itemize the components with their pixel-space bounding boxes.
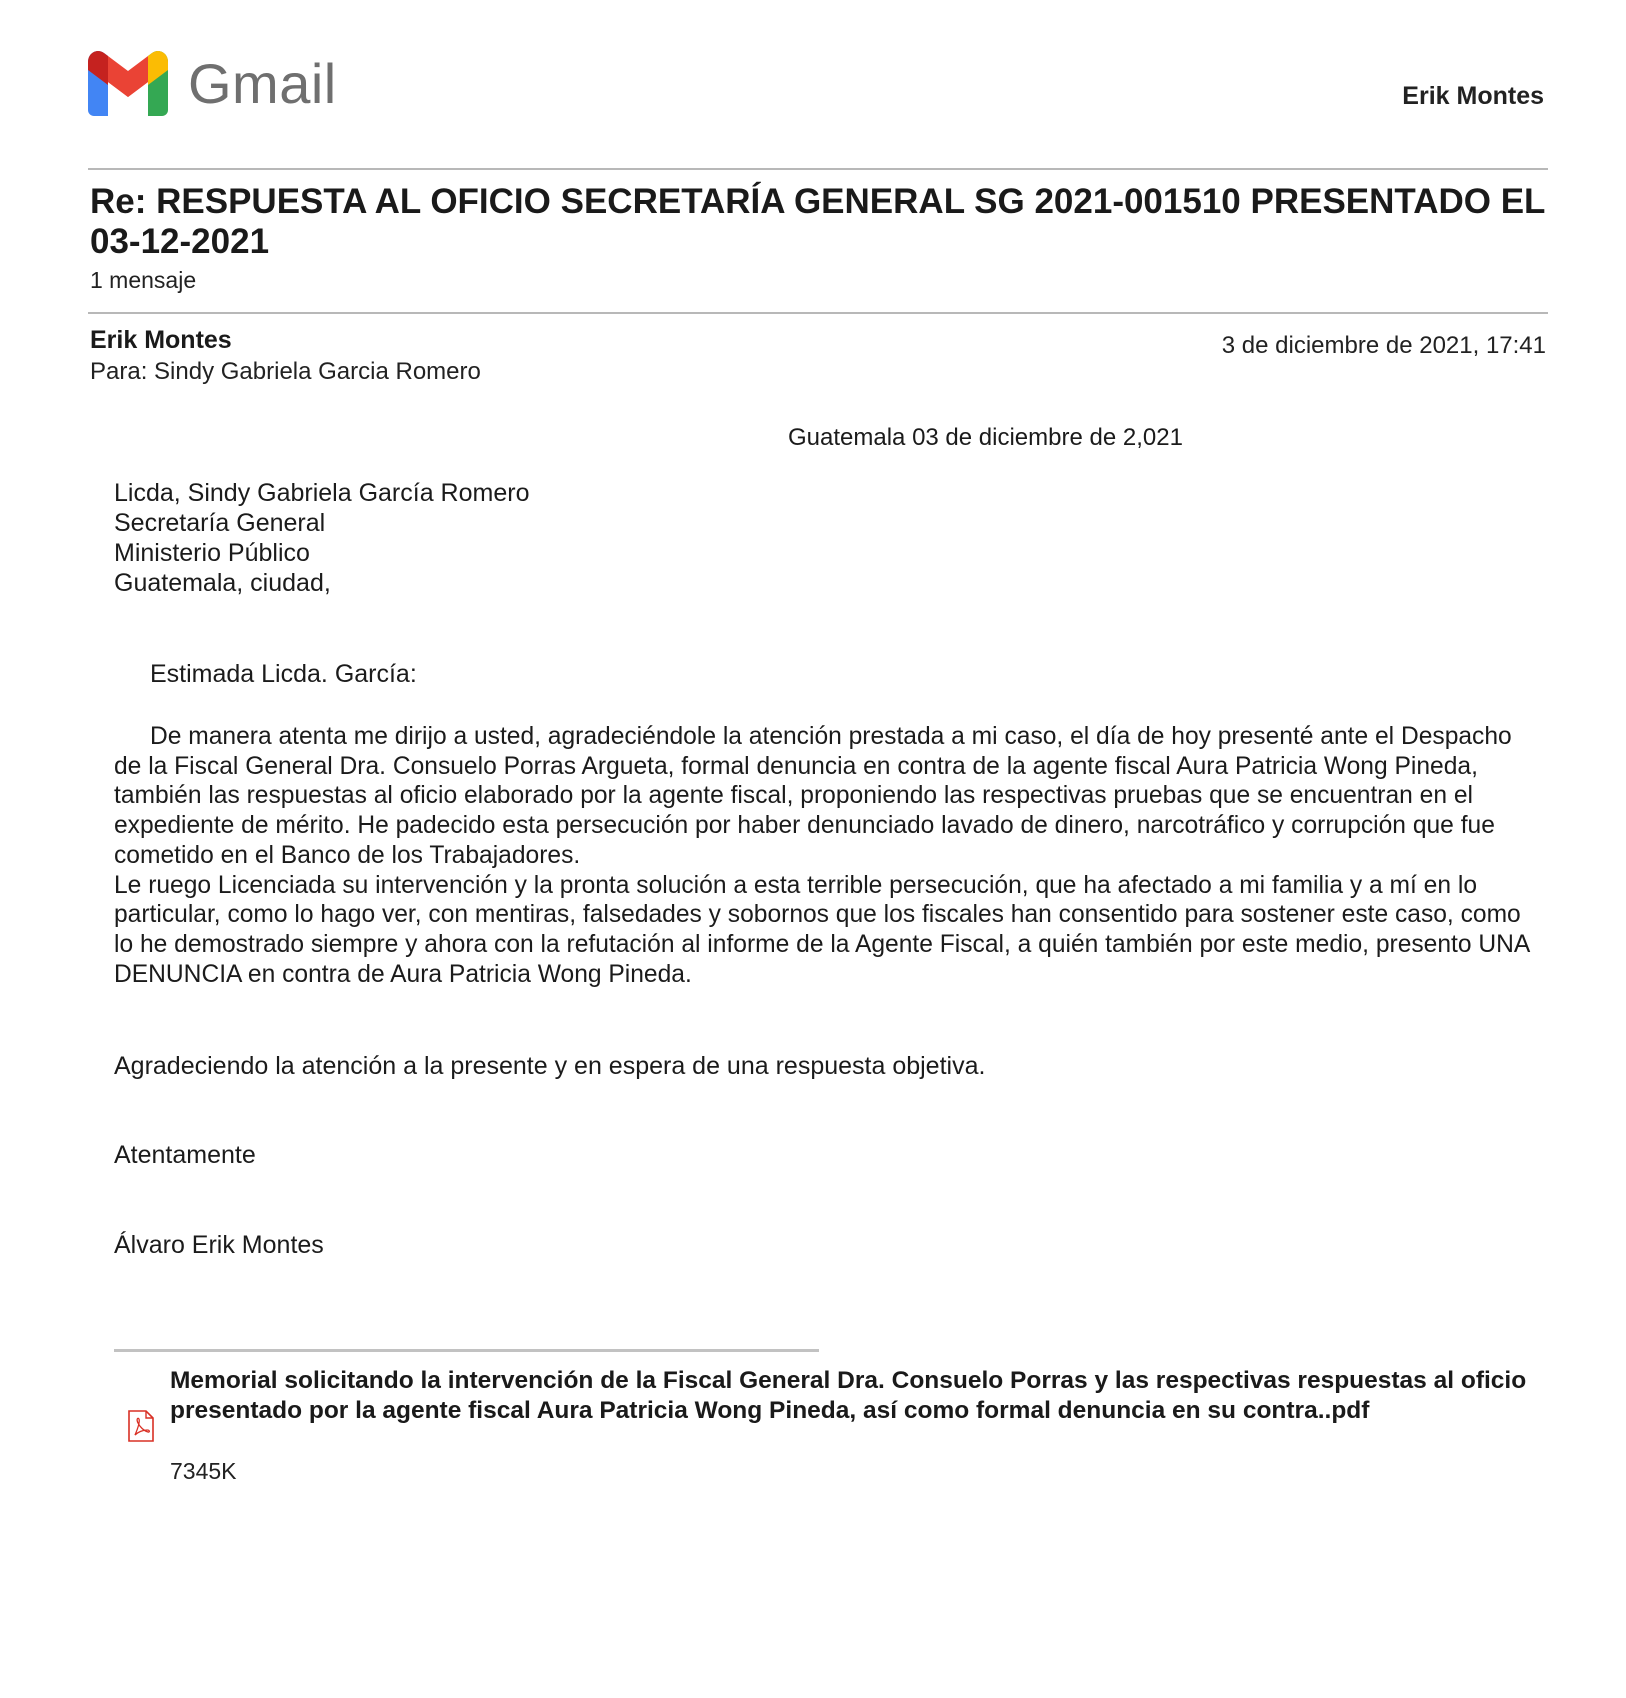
recipient-line	[90, 358, 481, 386]
message-count: 1 mensaje	[90, 267, 197, 293]
address-line: Guatemala, ciudad,	[114, 569, 331, 597]
letter-paragraph: Le ruego Licenciada su intervención y la pronta solución a esta terrible persecución, que ha afectado a mi familia y a mí en lo particular, como lo hago ver, con mentiras, falsedades y sobornos que los fiscales han consentido para sostener este caso, como lo he demostrado siempre y ahora con la refutación al informe de la Agente Fiscal, a quién también por este medio, presento UNA DENUNCIA en contra de Aura Patricia Wong Pineda.	[114, 871, 1529, 988]
letter-closing: Agradeciendo la atención a la presente y en espera de una respuesta objetiva.	[114, 1052, 986, 1080]
gmail-wordmark: Gmail	[188, 51, 337, 115]
attachment-divider	[114, 1349, 819, 1352]
thread-subject: Re: RESPUESTA AL OFICIO SECRETARÍA GENERAL SG 2021-001510 PRESENTADO EL 03-12-2021	[90, 182, 1545, 261]
attachment-filename[interactable]: Memorial solicitando la intervención de la Fiscal General Dra. Consuelo Porras y las respectivas respuestas al oficio presentado por la agente fiscal Aura Patricia Wong Pineda, así como formal denuncia en su contra..pdf	[170, 1367, 1527, 1424]
subject-divider	[88, 312, 1548, 314]
message-date: 3 de diciembre de 2021, 17:41	[1221, 332, 1546, 359]
attachment-size: 7345K	[170, 1458, 237, 1484]
header-divider	[88, 168, 1548, 170]
recipient-name: Sindy Gabriela Garcia Romero	[154, 358, 481, 385]
gmail-logo-icon	[88, 50, 168, 116]
letter-salutation: Estimada Licda. García:	[150, 660, 417, 688]
address-line: Ministerio Público	[114, 539, 310, 567]
address-line: Secretaría General	[114, 509, 326, 537]
sender-name: Erik Montes	[90, 326, 232, 354]
pdf-icon	[128, 1410, 154, 1442]
letter-body	[114, 722, 1534, 989]
recipient-label: Para:	[90, 358, 148, 385]
account-name: Erik Montes	[1402, 82, 1544, 110]
address-line: Licda, Sindy Gabriela García Romero	[114, 479, 530, 507]
letter-signature: Álvaro Erik Montes	[114, 1231, 324, 1259]
letter-address	[114, 478, 529, 598]
letter-valediction: Atentamente	[114, 1141, 256, 1169]
print-header	[88, 50, 1548, 130]
gmail-logo	[88, 50, 337, 116]
letter-place-date: Guatemala 03 de diciembre de 2,021	[788, 424, 1183, 451]
letter-paragraph: De manera atenta me dirijo a usted, agradeciéndole la atención prestada a mi caso, el día de hoy presenté ante el Despacho de la Fiscal General Dra. Consuelo Porras Argueta, formal denuncia en contra de la agente fiscal Aura Patricia Wong Pineda, también las respuestas al oficio elaborado por la agente fiscal, proponiendo las respectivas pruebas que se encuentran en el expediente de mérito. He padecido esta persecución por haber denunciado lavado de dinero, narcotráfico y corrupción que fue cometido en el Banco de los Trabajadores.	[114, 723, 1512, 869]
